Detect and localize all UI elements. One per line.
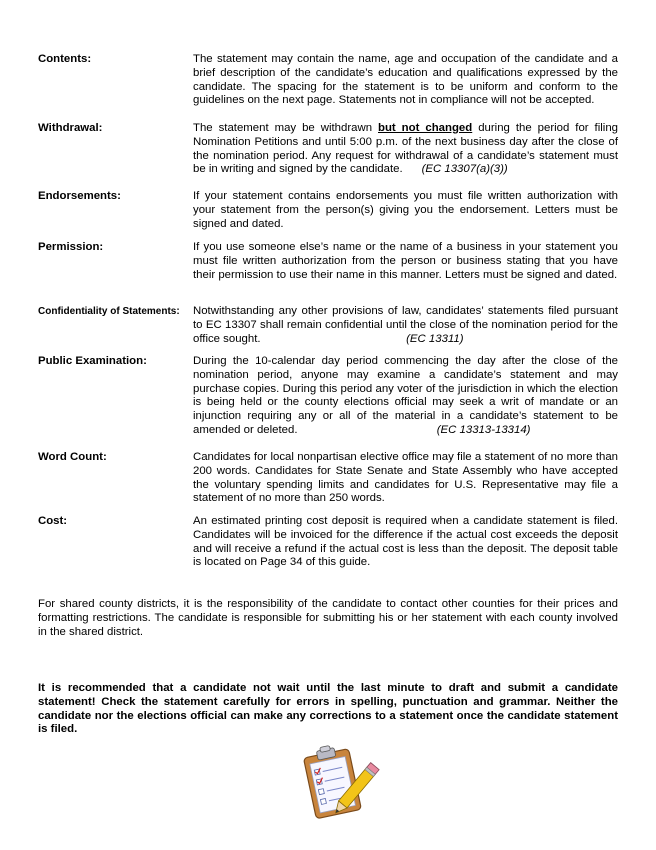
section-text: The statement may contain the name, age and occupation of the candidate and a brief description of the candidate’s education and qualifications expressed by the candidate. The spacing for the statement is to be uniform and conform to the guidelines on the next page. Statements not in compliance will not be accepted. [193,53,618,107]
recommendation-paragraph: It is recommended that a candidate not wait until the last minute to draft and submit a candidate statement! Check the statement carefully for errors in spelling, punctuation and grammar. Neither the candidate nor the elections official can make any corrections to a statement once the candidate statement is filed. [38,682,618,736]
text-before: The statement may be withdrawn [193,122,378,134]
clipboard-pencil-icon [296,742,380,826]
section-text: Candidates for local nonpartisan elective office may file a statement of no more than 200 words. Candidates for State Senate and State Assembly who have accepted the voluntary spending limits and candidates for U.S. Representative may file a statement of no more than 250 words. [193,451,618,505]
section-endorsements [38,190,618,231]
section-text [193,355,618,438]
text-body: During the 10-calendar day period commencing the day after the close of the nomination period, anyone may examine a candidate’s statement and may purchase copies. During this period any voter of the jurisdiction in which the election is being held or the county elections official may seek a writ of mandate or an injunction requiring any or all of the material in a candidate’s statement to be amended or deleted. [193,355,618,436]
citation: (EC 13307(a)(3)) [421,163,508,176]
section-label: Endorsements: [38,190,121,202]
section-label: Withdrawal: [38,122,103,134]
section-text [193,305,618,346]
section-confidentiality [38,305,618,346]
section-label: Word Count: [38,451,107,463]
section-text: If your statement contains endorsements you must file written authorization with your statement from the person(s) giving you the endorsement. Letters must be signed and dated. [193,190,618,230]
citation: (EC 13313-13314) [436,423,531,436]
section-label: Cost: [38,515,68,527]
section-label: Permission: [38,241,104,253]
section-public-examination [38,355,618,438]
section-permission [38,241,618,282]
section-text: An estimated printing cost deposit is required when a candidate statement is filed. Candidates will be invoiced for the difference if the actual cost exceeds the deposit and will receive a refund if the actual cost is less than the deposit. The deposit table is located on Page 34 of this guide. [193,515,618,569]
shared-districts-paragraph: For shared county districts, it is the responsibility of the candidate to contact other counties for their prices and formatting restrictions. The candidate is responsible for submitting his or her statement with each county involved in the shared district. [38,598,618,638]
citation: (EC 13311) [406,332,464,345]
emphasis-text: but not changed [378,122,473,134]
section-contents [38,53,618,108]
section-cost [38,515,618,570]
section-label: Confidentiality of Statements: [38,306,180,317]
section-text: If you use someone else’s name or the name of a business in your statement you must file written authorization from the person or business stating that you have their permission to use their name in this manner. Letters must be signed and dated. [193,241,618,281]
section-text [193,122,618,177]
text-body: Notwithstanding any other provisions of law, candidates’ statements filed pursuant to EC 13307 shall remain confidential until the close of the nomination period for the office sought. [193,305,618,345]
text-after: during the period for filing Nomination Petitions and until 5:00 p.m. of the next business day after the close of the nomination period. Any request for withdrawal of a candidate’s statement must be in writing and signed by the candidate. [193,122,618,176]
section-word-count [38,451,618,506]
section-withdrawal [38,122,618,177]
section-label: Public Examination: [38,355,147,367]
section-label: Contents: [38,53,92,65]
